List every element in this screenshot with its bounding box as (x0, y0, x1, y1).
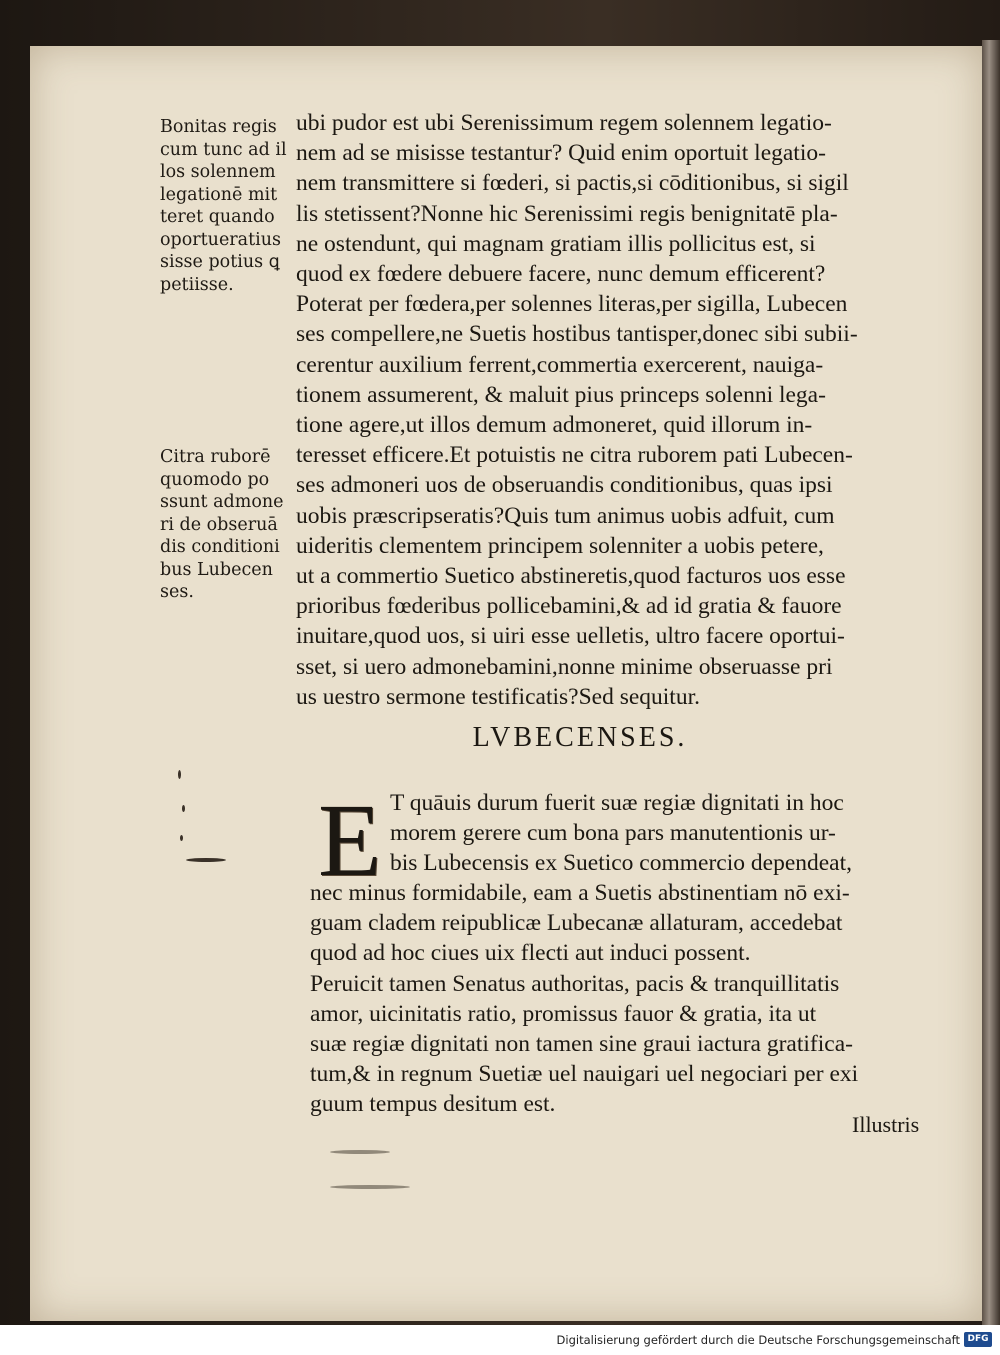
text-line: bis Lubecensis ex Suetico commercio dependeat, (390, 850, 853, 877)
margin-line: los solennem (160, 162, 276, 182)
ink-speck (178, 770, 181, 779)
body-paragraph (310, 878, 950, 1120)
margin-line: dis conditioni (160, 537, 280, 557)
margin-line: cum tunc ad il (160, 139, 287, 160)
text-line: quod ad hoc ciues uix flecti aut induci possent. (310, 940, 751, 967)
text-line: T quāuis durum fuerit suæ regiæ dignitati in hoc (390, 790, 844, 816)
text-line: nem ad se misisse testantur? Quid enim oportuit legatio- (296, 140, 826, 167)
text-line: uobis præscripseratis?Quis tum animus uobis adfuit, cum (296, 502, 835, 529)
text-line: ubi pudor est ubi Serenissimum regem solennem legatio- (296, 110, 832, 136)
text-line: inuitare,quod uos, si uiri esse uelletis, ultro facere oportui- (296, 623, 845, 650)
text-line: nec minus formidabile, eam a Suetis abstinentiam nō exi- (310, 880, 850, 906)
section-heading: LVBECENSES. (472, 722, 688, 753)
text-line: tionem assumerent, & maluit pius princeps solenni lega- (296, 381, 826, 408)
text-line: uideritis clementem principem solenniter a uobis petere, (296, 532, 824, 559)
text-line: lis stetissent?Nonne hic Serenissimi regis benignitatē pla- (296, 200, 838, 227)
margin-note-1 (160, 116, 295, 296)
text-line: ut a commertio Suetico abstineretis,quod facturos uos esse (296, 563, 846, 590)
ink-speck (330, 1150, 390, 1154)
margin-line: sisse potius ꝗ (160, 252, 280, 272)
text-line: Peruicit tamen Senatus authoritas, pacis & tranquillitatis (310, 970, 840, 997)
footer-bar (0, 1325, 1000, 1355)
text-line: ses admoneri uos de obseruandis conditionibus, quas ipsi (296, 472, 833, 499)
text-line: us uestro sermone testificatis?Sed sequitur. (296, 683, 700, 710)
text-line: teresset efficere.Et potuistis ne citra ruborem pati Lubecen- (296, 442, 853, 469)
text-line: guam cladem reipublicæ Lubecanæ allaturam, accedebat (310, 910, 843, 937)
text-line: tione agere,ut illos demum admoneret, quid illorum in- (296, 412, 813, 439)
margin-line: petiisse. (160, 274, 234, 295)
ink-speck (330, 1185, 410, 1189)
text-line: cerentur auxilium ferrent,commertia exercerent, nauiga- (296, 351, 824, 378)
ink-speck (186, 858, 226, 862)
margin-line: bus Lubecen (160, 559, 273, 580)
text-line: prioribus fœderibus pollicebamini,& ad id gratia & fauore (296, 593, 842, 620)
text-line: amor, uicinitatis ratio, promissus fauor & gratia, ita ut (310, 1000, 817, 1027)
text-line: guum tempus desitum est. (310, 1091, 556, 1118)
text-line: nem transmittere si fœderi, si pactis,si cōditionibus, si sigil (296, 170, 849, 197)
margin-line: Citra ruborē (160, 447, 271, 467)
footer-credit: Digitalisierung gefördert durch die Deutsche Forschungsgemeinschaft (556, 1333, 960, 1347)
text-line: quod ex fœdere debuere facere, nunc demum efficerent? (296, 261, 826, 288)
margin-line: ssunt admone (160, 492, 284, 512)
ink-speck (180, 835, 183, 841)
text-line: ses compellere,ne Suetis hostibus tantisper,donec sibi subii- (296, 321, 858, 348)
ink-speck (182, 805, 185, 812)
text-line: Poterat per fœdera,per solennes literas,per sigilla, Lubecen (296, 291, 848, 318)
margin-line: quomodo po (160, 469, 270, 490)
drop-cap-initial: E (318, 783, 382, 898)
margin-note-2 (160, 446, 295, 604)
catchword: Illustris (852, 1112, 920, 1137)
margin-line: ri de obseruā (160, 514, 278, 535)
text-line: sset, si uero admonebamini,nonne minime obseruasse pri (296, 653, 833, 680)
margin-line: legationē mit (160, 184, 278, 205)
text-line: ne ostendunt, qui magnam gratiam illis pollicitus est, si (296, 230, 816, 257)
text-line: morem gerere cum bona pars manutentionis ur- (390, 820, 836, 847)
text-line: tum,& in regnum Suetiæ uel nauigari uel negociari per exi (310, 1061, 859, 1088)
dfg-logo: DFG (964, 1332, 992, 1347)
text-line: suæ regiæ dignitati non tamen sine graui iactura gratifica- (310, 1031, 853, 1058)
margin-line: oportueratius (160, 229, 281, 250)
first-paragraph (390, 788, 950, 879)
margin-line: Bonitas regis (160, 117, 277, 137)
book-edge (982, 40, 1000, 1325)
margin-line: teret quando (160, 207, 275, 227)
margin-line: ses. (160, 582, 194, 602)
main-text-block (296, 108, 941, 712)
